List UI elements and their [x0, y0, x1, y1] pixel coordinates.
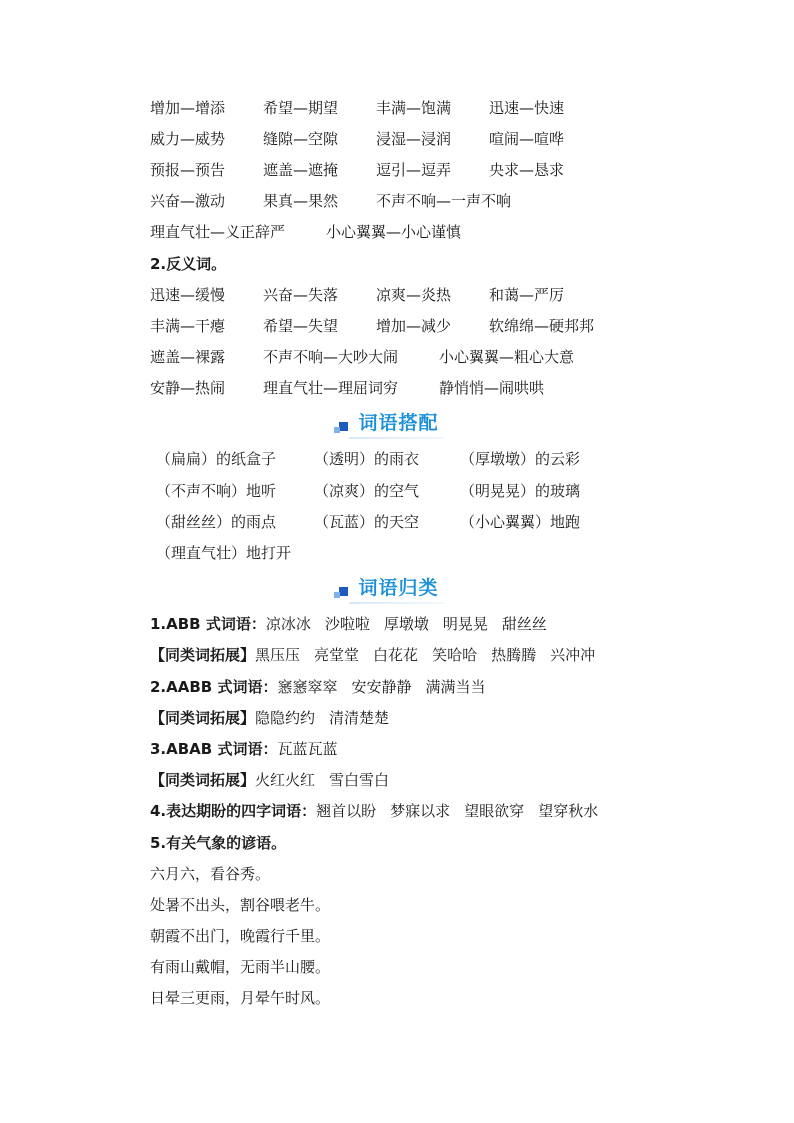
synonym-row: [150, 186, 670, 217]
collocation-item: （扁扁）的纸盒子: [156, 450, 277, 469]
synonym-pair: 丰满—饱满: [376, 98, 452, 117]
antonym-heading: 2.反义词。: [150, 254, 227, 273]
synonym-row: [150, 217, 670, 248]
collocation-row: [156, 475, 670, 506]
antonym-pair: 理直气壮—理屈词穷: [263, 379, 399, 398]
synonym-pair: 希望—期望: [263, 98, 339, 117]
antonym-row: [150, 279, 670, 310]
word: 翘首以盼: [316, 802, 377, 821]
word: 兴冲冲: [550, 646, 596, 665]
section-title-collocation: [110, 404, 670, 444]
extension-label: 【同类词拓展】: [150, 646, 256, 665]
abab-label: 3.ABAB 式词语：: [150, 739, 278, 758]
synonym-row: [150, 154, 670, 185]
synonym-row: [150, 92, 670, 123]
antonym-pair: 凉爽—炎热: [376, 285, 452, 304]
collocation-row: [156, 537, 670, 568]
antonym-pair: 和蔼—严厉: [489, 285, 565, 304]
antonym-row: [150, 310, 670, 341]
abab-row: [150, 733, 670, 764]
antonym-pair: 小心翼翼—粗心大意: [439, 348, 575, 367]
synonym-pair: 遮盖—遮掩: [263, 160, 339, 179]
synonym-pair: 缝隙—空隙: [263, 129, 339, 148]
collocation-item: （凉爽）的空气: [314, 481, 420, 500]
word: 笑哈哈: [432, 646, 478, 665]
section-title-classification: [110, 569, 670, 609]
collocation-row: [156, 444, 670, 475]
collocation-item: （明晃晃）的玻璃: [460, 481, 581, 500]
aabb-extension-row: [150, 702, 670, 733]
word: 白花花: [373, 646, 419, 665]
antonym-pair: 不声不响—大吵大闹: [263, 348, 399, 367]
synonym-pair: 理直气壮—义正辞严: [150, 223, 286, 242]
title-underline: [349, 602, 444, 604]
synonym-pair: 威力—威势: [150, 129, 226, 148]
antonym-pair: 迅速—缓慢: [150, 285, 226, 304]
antonym-pair: 安静—热闹: [150, 379, 226, 398]
word: 望眼欲穿: [464, 802, 525, 821]
title-underline: [349, 437, 444, 439]
collocation-item: （理直气壮）地打开: [156, 544, 292, 563]
proverb-line: 有雨山戴帽，无雨半山腰。: [150, 958, 331, 977]
collocation-row: [156, 506, 670, 537]
section-title-text: 词语搭配: [358, 412, 439, 435]
proverb-line: 处暑不出头，割谷喂老牛。: [150, 895, 331, 914]
word: 厚墩墩: [383, 615, 429, 634]
synonym-pair: 央求—恳求: [489, 160, 565, 179]
synonym-pair: 果真—果然: [263, 192, 339, 211]
collocation-item: （透明）的雨衣: [314, 450, 420, 469]
word: 清清楚楚: [329, 708, 390, 727]
word: 亮堂堂: [314, 646, 360, 665]
antonym-pair: 遮盖—裸露: [150, 348, 226, 367]
four-char-row: [150, 796, 670, 827]
document-page: [150, 92, 670, 1014]
antonym-pair: 增加—减少: [376, 316, 452, 335]
synonym-pair: 浸湿—浸润: [376, 129, 452, 148]
aabb-label: 2.AABB 式词语：: [150, 677, 278, 696]
synonym-row: [150, 123, 670, 154]
word: 凉冰冰: [265, 615, 311, 634]
synonym-pair: 预报—预告: [150, 160, 226, 179]
abab-extension-row: [150, 765, 670, 796]
synonym-pair: 小心翼翼—小心谨慎: [326, 223, 462, 242]
word: 窸窸窣窣: [277, 677, 338, 696]
antonym-pair: 软绵绵—硬邦邦: [489, 316, 595, 335]
proverb-line: 日晕三更雨，月晕午时风。: [150, 989, 331, 1008]
antonym-pair: 兴奋—失落: [263, 285, 339, 304]
collocation-item: （甜丝丝）的雨点: [156, 512, 277, 531]
word: 黑压压: [255, 646, 301, 665]
synonym-pair: 逗引—逗弄: [376, 160, 452, 179]
synonym-pair: 增加—增添: [150, 98, 226, 117]
abb-extension-row: [150, 640, 670, 671]
collocation-item: （厚墩墩）的云彩: [460, 450, 581, 469]
four-char-label: 4.表达期盼的四字词语：: [150, 802, 317, 821]
proverb-heading: 5.有关气象的谚语。: [150, 833, 287, 852]
word: 梦寐以求: [390, 802, 451, 821]
word: 满满当当: [425, 677, 486, 696]
antonym-row: [150, 373, 670, 404]
word: 明晃晃: [442, 615, 488, 634]
aabb-row: [150, 671, 670, 702]
word: 安安静静: [351, 677, 412, 696]
proverb-line: 六月六，看谷秀。: [150, 864, 271, 883]
word: 雪白雪白: [329, 771, 390, 790]
word: 甜丝丝: [501, 615, 547, 634]
antonym-pair: 希望—失望: [263, 316, 339, 335]
synonym-pair: 不声不响—一声不响: [376, 192, 512, 211]
proverb-line: 朝霞不出门，晚霞行千里。: [150, 927, 331, 946]
extension-label: 【同类词拓展】: [150, 771, 256, 790]
word: 热腾腾: [491, 646, 537, 665]
antonym-pair: 静悄悄—闹哄哄: [439, 379, 545, 398]
word: 隐隐约约: [255, 708, 316, 727]
word: 望穿秋水: [538, 802, 599, 821]
word: 火红火红: [255, 771, 316, 790]
abb-label: 1.ABB 式词语：: [150, 615, 266, 634]
collocation-item: （瓦蓝）的天空: [314, 512, 420, 531]
word: 瓦蓝瓦蓝: [277, 739, 338, 758]
extension-label: 【同类词拓展】: [150, 708, 256, 727]
collocation-item: （小心翼翼）地跑: [460, 512, 581, 531]
synonym-pair: 兴奋—激动: [150, 192, 226, 211]
antonym-pair: 丰满—干瘪: [150, 316, 226, 335]
word: 沙啦啦: [324, 615, 370, 634]
section-title-text: 词语归类: [358, 577, 439, 600]
square-bullet-icon: [339, 587, 348, 596]
antonym-row: [150, 342, 670, 373]
collocation-item: （不声不响）地听: [156, 481, 277, 500]
square-bullet-icon: [339, 422, 348, 431]
synonym-pair: 喧闹—喧哗: [489, 129, 565, 148]
abb-row: [150, 609, 670, 640]
synonym-pair: 迅速—快速: [489, 98, 565, 117]
